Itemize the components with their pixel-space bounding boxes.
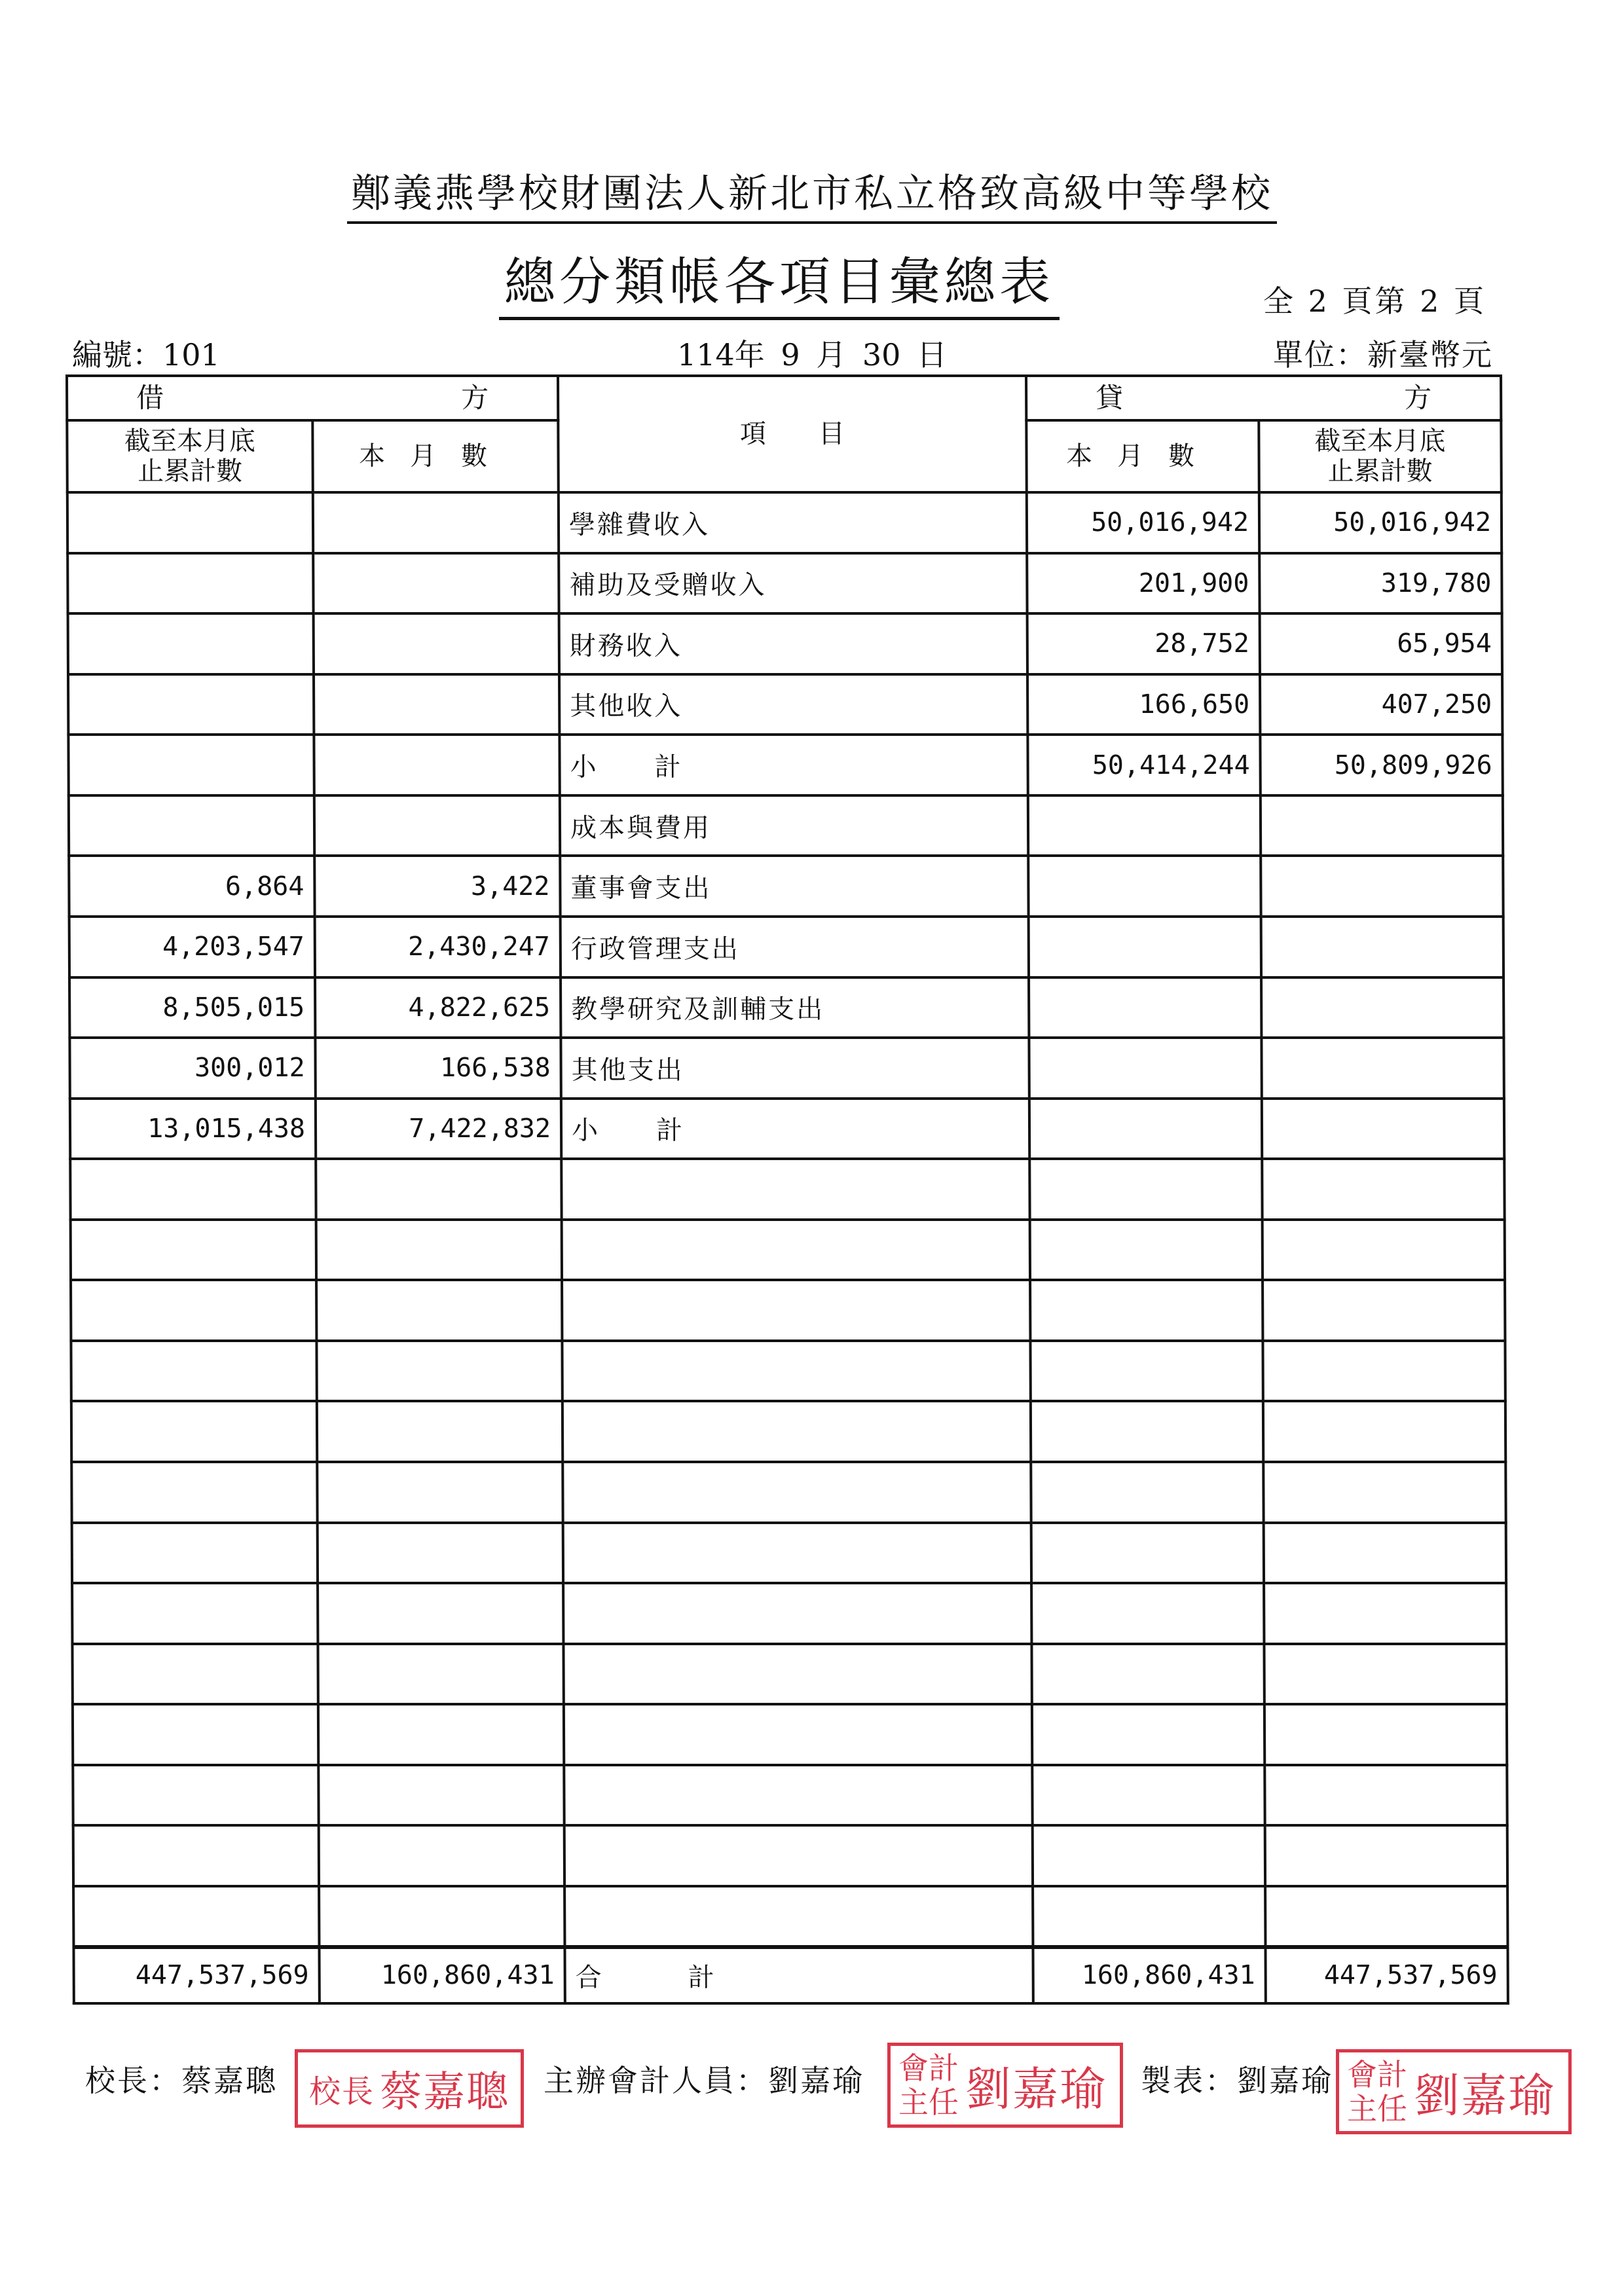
document-date: 114年 9 月 30 日 [676,337,948,373]
item-header: 項 目 [558,376,1027,492]
debit-cumulative-cell: 300,012 [69,1038,315,1099]
table-row [67,553,1502,614]
document-title: 總分類帳各項目彙總表 [0,241,1559,320]
debit-cumulative-cell [73,1704,318,1765]
debit-cumulative-cell: 13,015,438 [70,1099,316,1159]
credit-header: 貸 方 [1026,376,1501,420]
debit-cumulative-cell [73,1765,318,1826]
debit-cumulative-cell [68,735,314,795]
item-cell [562,1341,1030,1402]
page-info: 全 2 頁第 2 頁 [1263,283,1486,319]
table-row [70,1159,1504,1220]
debit-month-cell [316,1341,562,1402]
item-cell [564,1704,1032,1765]
credit-month-cell [1030,1341,1263,1402]
item-cell [563,1644,1031,1705]
item-cell [564,1765,1032,1826]
item-cell [563,1523,1031,1584]
credit-month-cell: 201,900 [1027,553,1259,614]
credit-month-cell [1029,1159,1262,1220]
credit-month-cell: 160,860,431 [1033,1947,1265,2004]
table-row [73,1886,1507,1947]
debit-month-cell: 7,422,832 [316,1099,561,1159]
item-cell: 其他支出 [561,1038,1029,1099]
debit-cumulative-header: 截至本月底 止累計數 [67,420,312,492]
table-row [73,1765,1507,1826]
credit-month-cell: 166,650 [1027,674,1260,735]
debit-month-header: 本月數 [312,420,558,492]
item-cell: 行政管理支出 [561,917,1029,977]
credit-cumulative-cell: 407,250 [1260,674,1502,735]
debit-cumulative-cell [68,613,314,674]
table-row [69,917,1504,977]
item-cell: 成本與費用 [560,795,1028,856]
debit-month-cell [316,1220,562,1281]
credit-cumulative-cell [1263,1220,1505,1281]
debit-cumulative-cell: 4,203,547 [69,917,315,977]
credit-month-cell [1029,977,1261,1038]
debit-cumulative-cell [70,1159,316,1220]
item-cell [562,1220,1030,1281]
total-row [73,1947,1507,2004]
debit-month-cell [314,735,559,795]
table-row [71,1341,1505,1402]
debit-month-cell [314,613,559,674]
debit-month-cell: 2,430,247 [315,917,561,977]
item-cell: 小 計 [559,735,1027,795]
debit-month-cell [318,1704,564,1765]
debit-cumulative-cell: 6,864 [69,856,314,917]
item-cell [564,1886,1033,1947]
preparer-label: 製表：劉嘉瑜 [1141,2063,1333,2098]
credit-cumulative-cell [1263,1341,1505,1402]
debit-month-cell [317,1401,563,1462]
debit-cumulative-cell [73,1886,319,1947]
credit-month-cell [1031,1523,1264,1584]
credit-cumulative-cell [1261,795,1503,856]
table-row [68,735,1502,795]
signature-footer [85,2043,1578,2141]
organization-title: 鄭義燕學校財團法人新北市私立格致高級中等學校 [0,162,1624,224]
debit-cumulative-cell [71,1280,316,1341]
debit-month-cell [313,492,559,553]
credit-month-cell: 50,414,244 [1027,735,1260,795]
item-cell: 財務收入 [559,613,1027,674]
credit-month-cell [1032,1704,1264,1765]
item-cell: 學雜費收入 [559,492,1027,553]
debit-cumulative-cell [72,1644,318,1705]
debit-month-cell [317,1462,563,1523]
table-row [69,977,1504,1038]
debit-month-cell [316,1280,562,1341]
credit-cumulative-cell: 50,016,942 [1259,492,1502,553]
credit-month-cell [1029,917,1261,977]
item-cell: 其他收入 [559,674,1027,735]
table-row [68,613,1502,674]
table-row [71,1462,1505,1523]
debit-month-cell [319,1825,564,1886]
item-cell [563,1462,1031,1523]
credit-cumulative-cell [1265,1825,1507,1886]
table-row [71,1220,1505,1281]
debit-month-cell [316,1159,561,1220]
credit-cumulative-cell [1261,917,1504,977]
table-row [67,492,1502,553]
debit-cumulative-cell [71,1462,317,1523]
debit-cumulative-cell [72,1523,318,1584]
debit-month-cell [318,1583,563,1644]
document-number: 編號：101 [72,337,220,373]
credit-month-cell [1029,1099,1262,1159]
debit-cumulative-cell [69,795,314,856]
item-cell [561,1159,1029,1220]
credit-month-cell: 50,016,942 [1027,492,1259,553]
debit-month-cell [318,1765,564,1826]
credit-cumulative-cell: 319,780 [1259,553,1502,614]
credit-cumulative-cell [1264,1523,1506,1584]
debit-cumulative-cell [68,674,314,735]
credit-cumulative-cell [1263,1280,1505,1341]
credit-month-cell [1028,856,1261,917]
debit-header: 借 方 [67,376,558,420]
table-row [69,795,1503,856]
item-cell: 董事會支出 [560,856,1028,917]
item-cell [564,1825,1033,1886]
debit-cumulative-cell: 8,505,015 [69,977,315,1038]
credit-month-cell [1033,1825,1265,1886]
credit-cumulative-cell [1262,1099,1504,1159]
item-cell: 補助及受贈收入 [559,553,1027,614]
currency-unit: 單位：新臺幣元 [1273,337,1493,373]
item-cell [562,1280,1030,1341]
credit-cumulative-header: 截至本月底 止累計數 [1259,420,1501,492]
table-row [72,1644,1506,1705]
credit-cumulative-cell [1265,1886,1507,1947]
debit-cumulative-cell: 447,537,569 [73,1947,319,2004]
credit-cumulative-cell [1263,1462,1505,1523]
credit-cumulative-cell [1264,1704,1507,1765]
credit-cumulative-cell [1264,1765,1507,1826]
debit-cumulative-cell [73,1825,319,1886]
debit-cumulative-cell [71,1401,317,1462]
credit-month-cell [1030,1280,1263,1341]
table-row [73,1825,1507,1886]
table-row [69,856,1503,917]
credit-month-cell [1031,1644,1264,1705]
table-row [70,1099,1504,1159]
credit-month-header: 本月數 [1026,420,1259,492]
credit-month-cell: 28,752 [1027,613,1260,674]
credit-month-cell [1031,1462,1263,1523]
ledger-table [65,374,1509,2005]
item-cell: 合 計 [564,1947,1033,2004]
credit-month-cell [1033,1886,1265,1947]
table-row [73,1704,1507,1765]
credit-cumulative-cell: 65,954 [1260,613,1502,674]
table-row [71,1280,1505,1341]
credit-month-cell [1031,1583,1264,1644]
debit-month-cell: 166,538 [315,1038,561,1099]
debit-month-cell: 160,860,431 [319,1947,564,2004]
table-row [72,1583,1506,1644]
debit-cumulative-cell [67,492,313,553]
table-row [72,1523,1506,1584]
credit-cumulative-cell [1261,977,1504,1038]
debit-month-cell [318,1523,563,1584]
debit-cumulative-cell [71,1341,316,1402]
credit-cumulative-cell [1261,856,1503,917]
item-cell: 小 計 [561,1099,1029,1159]
debit-month-cell [313,553,559,614]
principal-seal: 校長 蔡嘉聰 [295,2049,524,2128]
credit-month-cell [1031,1401,1263,1462]
credit-month-cell [1028,795,1261,856]
item-cell: 教學研究及訓輔支出 [561,977,1029,1038]
credit-month-cell [1029,1038,1261,1099]
debit-month-cell [318,1644,563,1705]
credit-cumulative-cell [1262,1159,1504,1220]
debit-month-cell [314,795,560,856]
principal-label: 校長：蔡嘉聰 [85,2063,278,2098]
credit-cumulative-cell: 447,537,569 [1265,1947,1507,2004]
table-row [69,1038,1504,1099]
credit-month-cell [1032,1765,1264,1826]
item-cell [563,1401,1031,1462]
table-row [71,1401,1505,1462]
debit-cumulative-cell [71,1220,316,1281]
debit-month-cell: 3,422 [314,856,560,917]
debit-cumulative-cell [67,553,313,614]
credit-month-cell [1030,1220,1263,1281]
credit-cumulative-cell [1263,1401,1505,1462]
credit-cumulative-cell: 50,809,926 [1260,735,1502,795]
accountant-label: 主辦會計人員：劉嘉瑜 [544,2063,864,2098]
credit-cumulative-cell [1264,1644,1506,1705]
debit-cumulative-cell [72,1583,318,1644]
debit-month-cell [319,1886,564,1947]
accountant-seal: 會計 主任 劉嘉瑜 [887,2043,1123,2128]
table-row [68,674,1502,735]
item-cell [563,1583,1031,1644]
debit-month-cell [314,674,559,735]
debit-month-cell: 4,822,625 [315,977,561,1038]
credit-cumulative-cell [1261,1038,1504,1099]
credit-cumulative-cell [1264,1583,1506,1644]
preparer-seal: 會計 主任 劉嘉瑜 [1336,2049,1572,2134]
